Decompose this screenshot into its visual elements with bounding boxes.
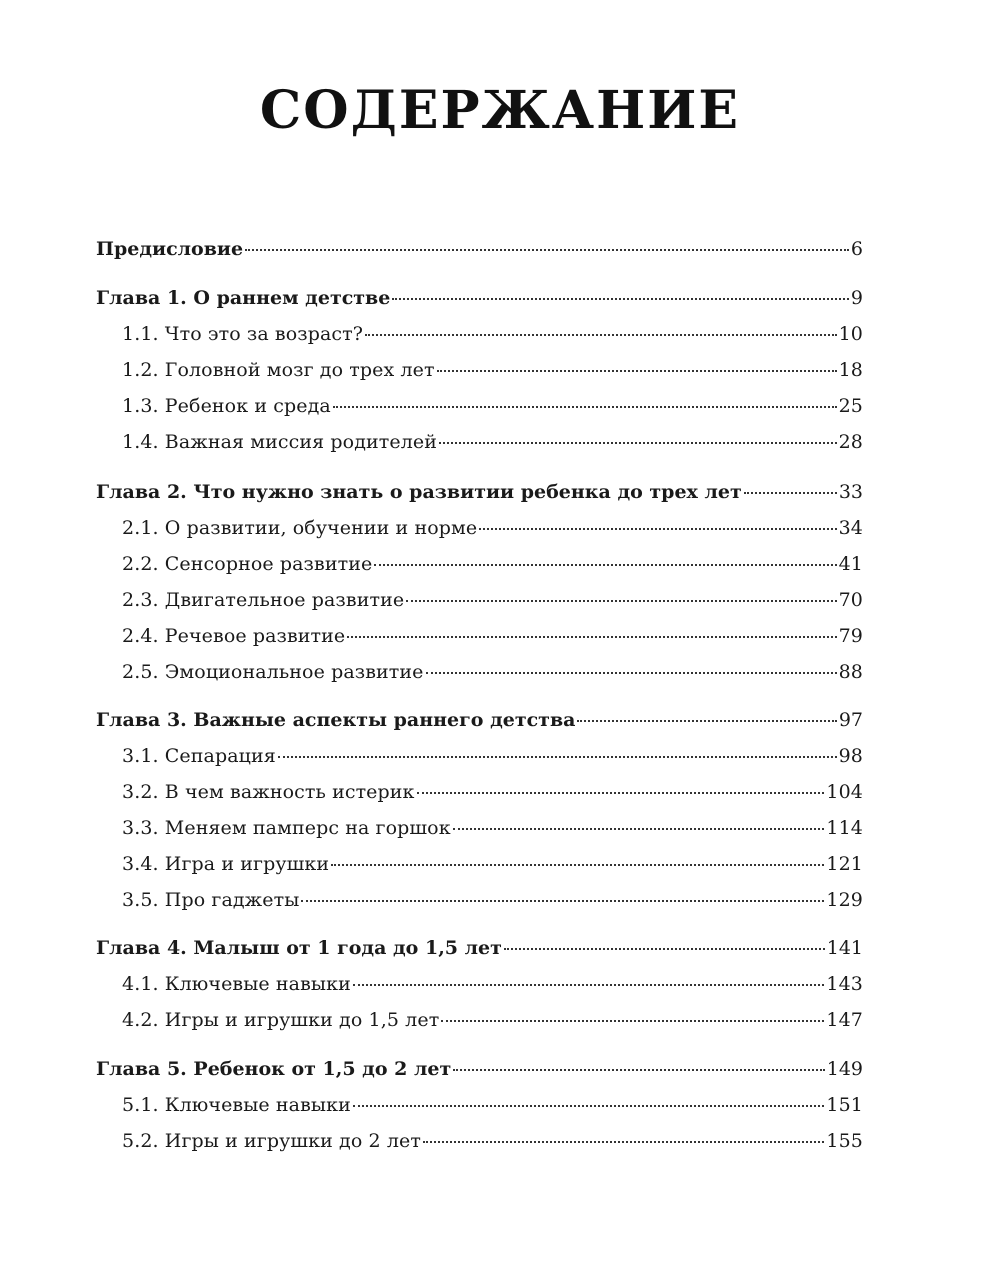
toc-entry-label: 1.3. Ребенок и среда xyxy=(122,395,331,417)
dot-leader xyxy=(423,1141,824,1143)
toc-entry xyxy=(122,1130,863,1160)
toc-entry-page: 18 xyxy=(838,359,863,381)
dot-leader xyxy=(439,442,837,444)
dot-leader xyxy=(453,1069,825,1071)
toc-entry-page: 70 xyxy=(838,589,863,611)
toc-entry-page: 79 xyxy=(838,625,863,647)
toc-entry-label: 4.1. Ключевые навыки xyxy=(122,973,351,995)
toc-entry-page: 114 xyxy=(826,817,863,839)
toc-entry-page: 10 xyxy=(838,323,863,345)
toc-entry-label: 3.4. Игра и игрушки xyxy=(122,853,330,875)
toc-entry-label: Глава 4. Малыш от 1 года до 1,5 лет xyxy=(96,937,502,959)
toc-entry-page: 33 xyxy=(838,481,863,503)
dot-leader xyxy=(365,334,837,336)
toc-entry-page: 151 xyxy=(826,1094,863,1116)
dot-leader xyxy=(406,600,836,602)
dot-leader xyxy=(392,298,849,300)
toc-entry-page: 88 xyxy=(838,661,863,683)
toc-entry-label: 3.2. В чем важность истерик xyxy=(122,781,415,803)
toc-entry-label: 5.2. Игры и игрушки до 2 лет xyxy=(122,1130,421,1152)
toc-entry-label: 3.5. Про гаджеты xyxy=(122,889,300,911)
toc-entry-page: 104 xyxy=(826,781,863,803)
toc-entry-page: 149 xyxy=(826,1058,863,1080)
toc-entry xyxy=(122,323,863,353)
toc-entry-page: 143 xyxy=(826,973,863,995)
dot-leader xyxy=(453,828,825,830)
toc-entry xyxy=(122,1009,863,1039)
toc-entry-label: Глава 1. О раннем детстве xyxy=(96,287,391,309)
dot-leader xyxy=(333,406,837,408)
toc-entry xyxy=(96,1058,863,1088)
toc-entry-page: 121 xyxy=(826,853,863,875)
toc-entry-page: 6 xyxy=(850,238,863,260)
toc-entry-label: 1.1. Что это за возраст? xyxy=(122,323,364,345)
toc-entry-label: Предисловие xyxy=(96,238,244,260)
dot-leader xyxy=(353,1105,825,1107)
toc-entry-page: 129 xyxy=(826,889,863,911)
toc-entry-label: Глава 3. Важные аспекты раннего детства xyxy=(96,709,576,731)
toc-entry-page: 28 xyxy=(838,431,863,453)
toc-entry xyxy=(122,1094,863,1124)
toc-entry xyxy=(122,431,863,461)
toc-entry xyxy=(96,238,863,268)
dot-leader xyxy=(331,864,824,866)
toc-entry-page: 34 xyxy=(838,517,863,539)
dot-leader xyxy=(347,636,836,638)
toc-entry xyxy=(96,287,863,317)
toc-entry xyxy=(96,937,863,967)
toc-entry xyxy=(122,359,863,389)
toc-entry-label: 3.1. Сепарация xyxy=(122,745,276,767)
dot-leader xyxy=(744,492,837,494)
dot-leader xyxy=(577,720,836,722)
dot-leader xyxy=(278,756,837,758)
toc-entry-label: Глава 5. Ребенок от 1,5 до 2 лет xyxy=(96,1058,452,1080)
dot-leader xyxy=(479,528,836,530)
toc-entry xyxy=(122,745,863,775)
toc-entry-page: 41 xyxy=(838,553,863,575)
toc-entry-label: 5.1. Ключевые навыки xyxy=(122,1094,351,1116)
toc-entry-page: 141 xyxy=(826,937,863,959)
toc-entry-page: 97 xyxy=(838,709,863,731)
toc-entry xyxy=(122,553,863,583)
dot-leader xyxy=(437,370,837,372)
toc-entry xyxy=(122,661,863,691)
toc-entry-label: Глава 2. Что нужно знать о развитии ребенка до трех лет xyxy=(96,481,742,503)
toc-entry xyxy=(122,889,863,919)
toc-entry xyxy=(122,625,863,655)
toc-entry xyxy=(122,781,863,811)
toc-entry-page: 98 xyxy=(838,745,863,767)
dot-leader xyxy=(441,1020,824,1022)
toc-entry xyxy=(122,589,863,619)
toc-entry-page: 147 xyxy=(826,1009,863,1031)
toc-entry-page: 25 xyxy=(838,395,863,417)
dot-leader xyxy=(374,564,836,566)
toc-entry-label: 2.5. Эмоциональное развитие xyxy=(122,661,424,683)
toc-entry-label: 2.1. О развитии, обучении и норме xyxy=(122,517,478,539)
toc-entry xyxy=(122,853,863,883)
toc-entry-label: 2.2. Сенсорное развитие xyxy=(122,553,373,575)
dot-leader xyxy=(353,984,825,986)
toc-entry xyxy=(122,517,863,547)
toc-entry-page: 155 xyxy=(826,1130,863,1152)
toc-entry-label: 2.3. Двигательное развитие xyxy=(122,589,405,611)
toc-entry xyxy=(122,817,863,847)
dot-leader xyxy=(245,249,849,251)
toc-entry-label: 3.3. Меняем памперс на горшок xyxy=(122,817,451,839)
dot-leader xyxy=(426,672,837,674)
toc-entry xyxy=(96,709,863,739)
toc-entry xyxy=(122,395,863,425)
toc-entry-label: 1.2. Головной мозг до трех лет xyxy=(122,359,435,381)
toc-entry-label: 4.2. Игры и игрушки до 1,5 лет xyxy=(122,1009,440,1031)
toc-entry-label: 2.4. Речевое развитие xyxy=(122,625,346,647)
toc-entry-page: 9 xyxy=(850,287,863,309)
toc-entry-label: 1.4. Важная миссия родителей xyxy=(122,431,437,453)
dot-leader xyxy=(417,792,825,794)
toc-entry xyxy=(122,973,863,1003)
page-title: СОДЕРЖАНИЕ xyxy=(259,80,741,141)
toc-entry xyxy=(96,481,863,511)
dot-leader xyxy=(504,948,825,950)
dot-leader xyxy=(301,900,824,902)
